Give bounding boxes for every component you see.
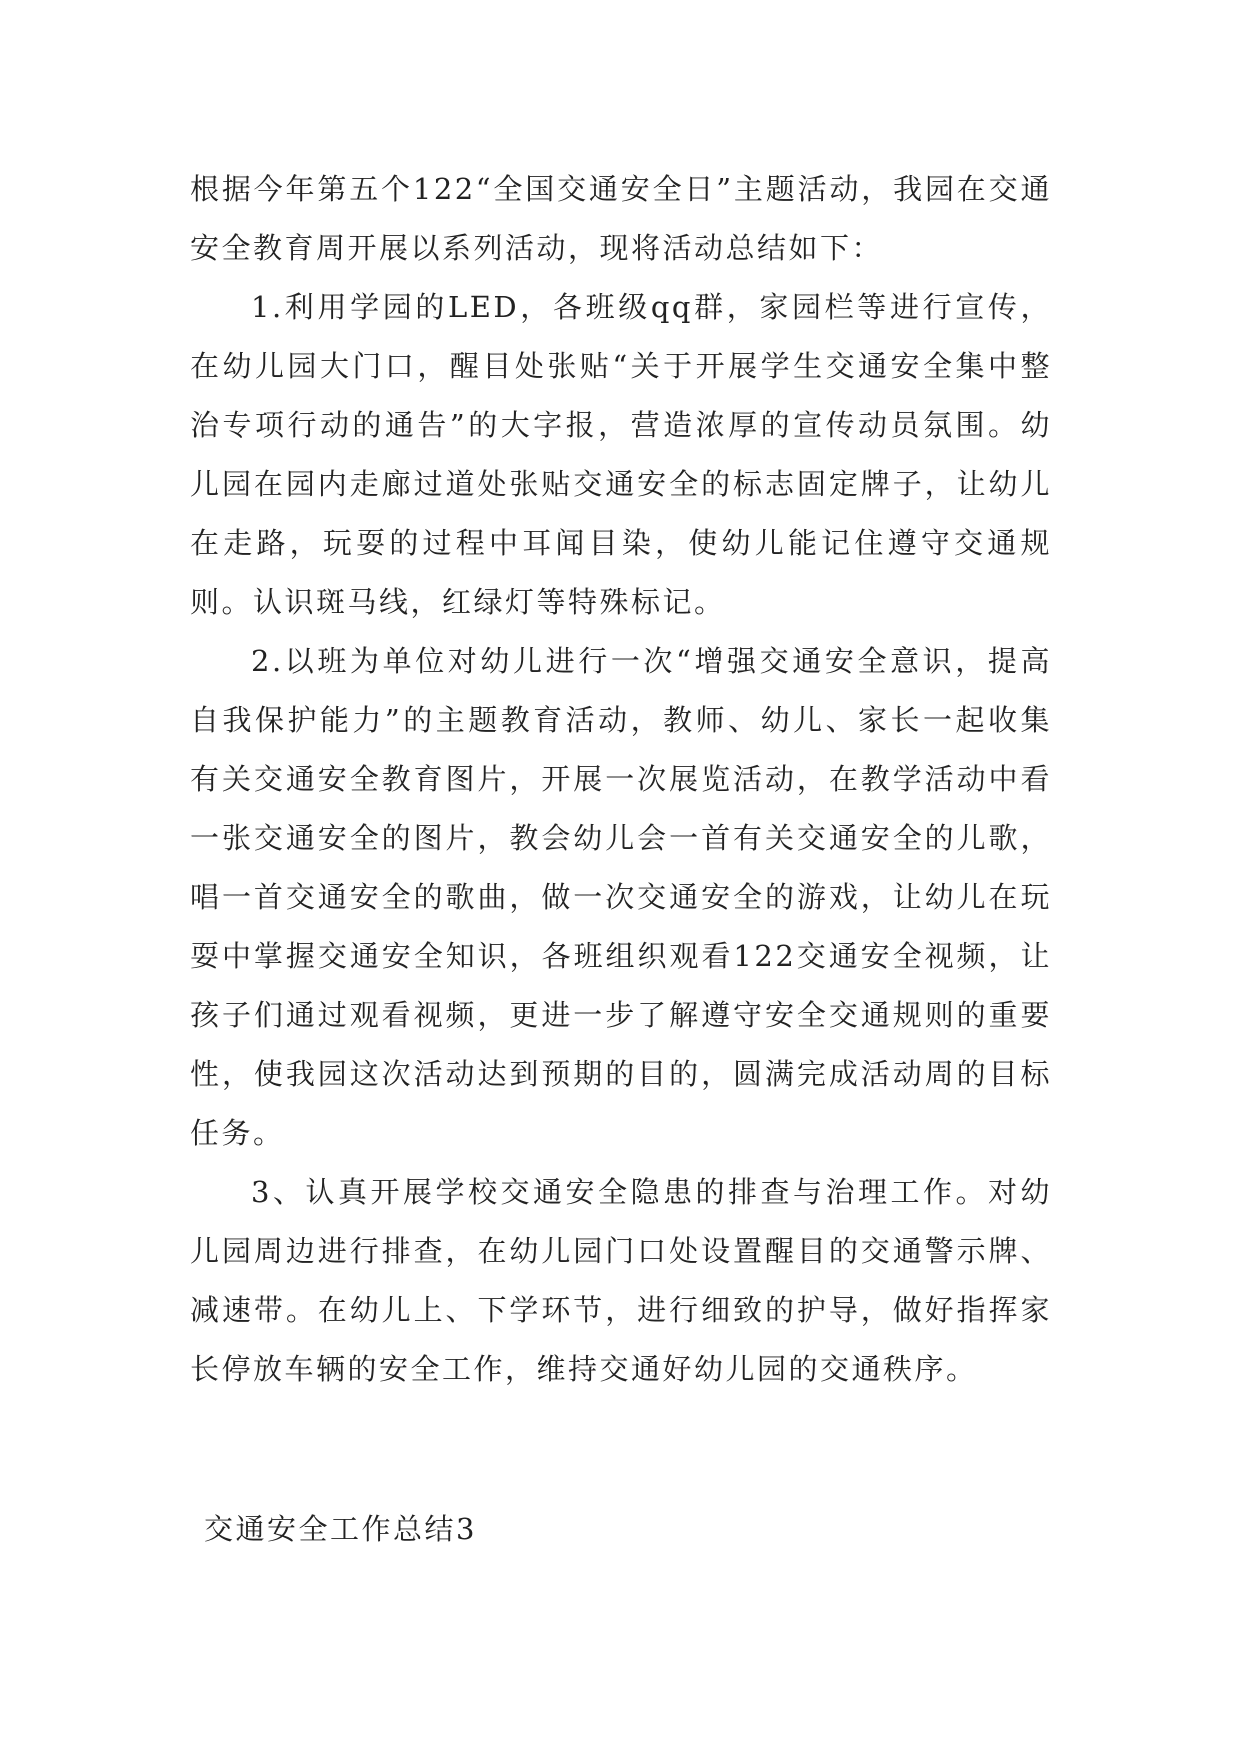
document-body [190,160,1052,1399]
item-1-paragraph: 1.利用学园的LED，各班级qq群，家园栏等进行宣传，在幼儿园大门口，醒目处张贴“关于开展学生交通安全集中整治专项行动的通告”的大字报，营造浓厚的宣传动员氛围。幼儿园在园内走廊过道处张贴交通安全的标志固定牌子，让幼儿在走路，玩耍的过程中耳闻目染，使幼儿能记住遵守交通规则。认识斑马线，红绿灯等特殊标记。 [190,290,1052,619]
section-heading: 交通安全工作总结3 [204,1512,477,1546]
item-3-paragraph: 3、认真开展学校交通安全隐患的排查与治理工作。对幼儿园周边进行排查，在幼儿园门口处设置醒目的交通警示牌、减速带。在幼儿上、下学环节，进行细致的护导，做好指挥家长停放车辆的安全工作，维持交通好幼儿园的交通秩序。 [190,1175,1052,1386]
item-2-paragraph: 2.以班为单位对幼儿进行一次“增强交通安全意识，提高自我保护能力”的主题教育活动，教师、幼儿、家长一起收集有关交通安全教育图片，开展一次展览活动，在教学活动中看一张交通安全的图片，教会幼儿会一首有关交通安全的儿歌，唱一首交通安全的歌曲，做一次交通安全的游戏，让幼儿在玩耍中掌握交通安全知识，各班组织观看122交通安全视频，让孩子们通过观看视频，更进一步了解遵守安全交通规则的重要性，使我园这次活动达到预期的目的，圆满完成活动周的目标任务。 [190,644,1052,1150]
intro-paragraph: 根据今年第五个122“全国交通安全日”主题活动，我园在交通安全教育周开展以系列活动，现将活动总结如下： [190,172,1052,265]
